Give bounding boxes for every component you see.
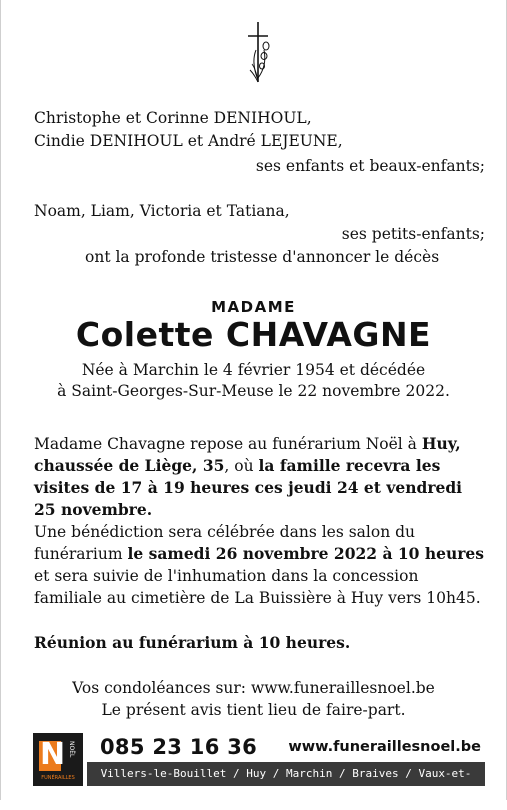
footer-towns-bar bbox=[87, 762, 485, 804]
ceremony-text-2: et sera suivie de l'inhumation dans la concession familiale au cimetière de La Buissière à Huy vers 10h45. bbox=[34, 567, 481, 607]
logo-subtitle: FUNÉRAILLES bbox=[41, 775, 75, 781]
family-line-1: Christophe et Corinne DENIHOUL, bbox=[34, 109, 312, 127]
cross-with-flowers-icon bbox=[240, 20, 276, 86]
phone-number: 085 23 16 36 bbox=[100, 735, 258, 759]
birth-line-1: Née à Marchin le 4 février 1954 et décédée bbox=[81, 361, 426, 379]
repose-visits: la famille recevra les visites de 17 à 19 heures ces jeudi 24 et vendredi 25 novembre. bbox=[34, 456, 463, 519]
family-line-4: Noam, Liam, Victoria et Tatiana, bbox=[34, 202, 290, 220]
ceremony-paragraph bbox=[34, 521, 484, 609]
condolences-line: Vos condoléances sur: www.funeraillesnoel.be bbox=[72, 679, 435, 697]
repose-paragraph bbox=[34, 433, 484, 521]
logo-vertical-text: NOËL bbox=[68, 741, 75, 758]
towns-list: Villers-le-Bouillet / Huy / Marchin / Braives / Vaux-et-Borset / Wanze-Moha bbox=[100, 767, 472, 804]
deceased-title: MADAME bbox=[211, 298, 296, 316]
repose-text-2: , où bbox=[224, 457, 259, 475]
family-relation-2: ses petits-enfants; bbox=[341, 225, 485, 243]
deceased-name: Colette CHAVAGNE bbox=[75, 315, 432, 354]
family-relation-1: ses enfants et beaux-enfants; bbox=[255, 157, 485, 175]
logo-letter: N bbox=[40, 737, 66, 772]
ceremony-date: le samedi 26 novembre 2022 à 10 heures bbox=[127, 544, 484, 563]
announcement-line: ont la profonde tristesse d'annoncer le décès bbox=[85, 248, 440, 266]
website-link[interactable]: www.funeraillesnoel.be bbox=[288, 739, 481, 755]
funeral-home-logo bbox=[33, 733, 83, 786]
footer-banner bbox=[33, 733, 485, 804]
reunion-line: Réunion au funérarium à 10 heures. bbox=[34, 633, 351, 652]
birth-line-2: à Saint-Georges-Sur-Meuse le 22 novembre 2022. bbox=[57, 382, 450, 400]
notice-line: Le présent avis tient lieu de faire-part. bbox=[101, 701, 406, 719]
footer-contact-bar bbox=[87, 733, 485, 762]
ceremony-text-1: Une bénédiction sera célébrée dans les salon du funérarium bbox=[34, 523, 416, 563]
repose-text-1: Madame Chavagne repose au funérarium Noël à bbox=[34, 435, 422, 453]
family-line-2: Cindie DENIHOUL et André LEJEUNE, bbox=[34, 132, 343, 150]
repose-address: Huy, chaussée de Liège, 35 bbox=[34, 434, 461, 475]
